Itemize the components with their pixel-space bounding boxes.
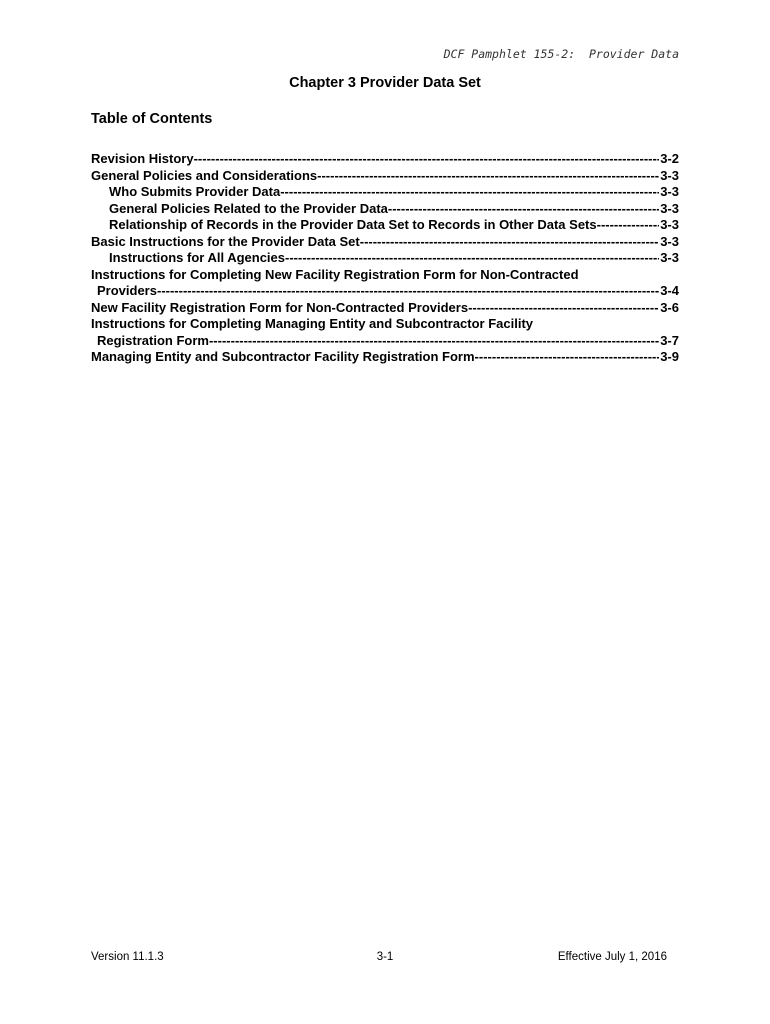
toc-leader (285, 250, 659, 267)
running-header: DCF Pamphlet 155-2: Provider Data (443, 47, 679, 61)
footer-version: Version 11.1.3 (91, 951, 164, 963)
toc-entry-instructions-managing-entity-cont[interactable] (91, 333, 679, 350)
toc-entry-title: Instructions for Completing Managing Entity and Subcontractor Facility (91, 316, 534, 331)
toc-entry-relationship-of-records[interactable] (91, 217, 679, 234)
toc-entry-general-policies-related[interactable] (91, 201, 679, 218)
toc-leader (475, 349, 660, 366)
toc-entry-page: 3-3 (660, 167, 679, 183)
toc-leader (194, 151, 660, 168)
toc-leader (388, 201, 659, 218)
toc-leader (157, 283, 659, 300)
toc-leader (468, 300, 659, 317)
toc-entry-instructions-all-agencies[interactable] (91, 250, 679, 267)
toc-entry-page: 3-3 (660, 250, 679, 265)
toc-entry-page: 3-3 (660, 233, 679, 249)
toc-entry-managing-entity-form[interactable] (91, 349, 679, 366)
toc-entry-title: Managing Entity and Subcontractor Facility Registration Form (91, 349, 475, 364)
toc-entry-page: 3-3 (660, 184, 679, 199)
toc-entry-new-facility-form[interactable] (91, 300, 679, 317)
toc-entry-instructions-new-facility-cont[interactable] (91, 283, 679, 300)
toc-entry-page: 3-7 (660, 332, 679, 348)
toc-entry-title: Instructions for Completing New Facility Registration Form for Non-Contracted (91, 266, 579, 282)
table-of-contents (91, 151, 679, 366)
toc-leader (597, 217, 660, 234)
toc-entry-page: 3-4 (660, 283, 679, 298)
toc-entry-instructions-managing-entity[interactable] (91, 316, 679, 333)
page-footer (91, 951, 679, 967)
toc-heading: Table of Contents (91, 111, 213, 127)
toc-entry-title: Instructions for All Agencies (109, 250, 286, 265)
toc-entry-instructions-new-facility[interactable] (91, 267, 679, 284)
toc-entry-revision-history[interactable] (91, 151, 679, 168)
toc-entry-title: Who Submits Provider Data (109, 184, 281, 199)
toc-entry-page: 3-6 (660, 299, 679, 315)
chapter-title: Chapter 3 Provider Data Set (289, 75, 481, 91)
toc-entry-title: Revision History (91, 151, 194, 166)
footer-effective-date: Effective July 1, 2016 (557, 951, 667, 963)
toc-entry-who-submits[interactable] (91, 184, 679, 201)
toc-entry-title: New Facility Registration Form for Non-Contracted Providers (91, 299, 469, 315)
toc-entry-page: 3-2 (660, 151, 679, 166)
toc-entry-basic-instructions[interactable] (91, 234, 679, 251)
toc-leader (209, 333, 659, 350)
toc-entry-title: Providers (97, 283, 157, 298)
toc-entry-title: General Policies and Considerations (91, 167, 318, 183)
toc-leader (360, 234, 659, 251)
toc-entry-page: 3-9 (660, 349, 679, 364)
toc-entry-title: Registration Form (97, 332, 209, 348)
toc-entry-title: Basic Instructions for the Provider Data Set (91, 233, 360, 249)
toc-entry-general-policies[interactable] (91, 168, 679, 185)
toc-entry-title: Relationship of Records in the Provider Data Set to Records in Other Data Sets (109, 217, 597, 232)
toc-leader (280, 184, 659, 201)
toc-entry-page: 3-3 (660, 217, 679, 232)
toc-entry-title: General Policies Related to the Provider Data (109, 200, 388, 216)
toc-leader (317, 168, 659, 185)
footer-page-number: 3-1 (376, 951, 394, 963)
toc-entry-page: 3-3 (660, 200, 679, 216)
